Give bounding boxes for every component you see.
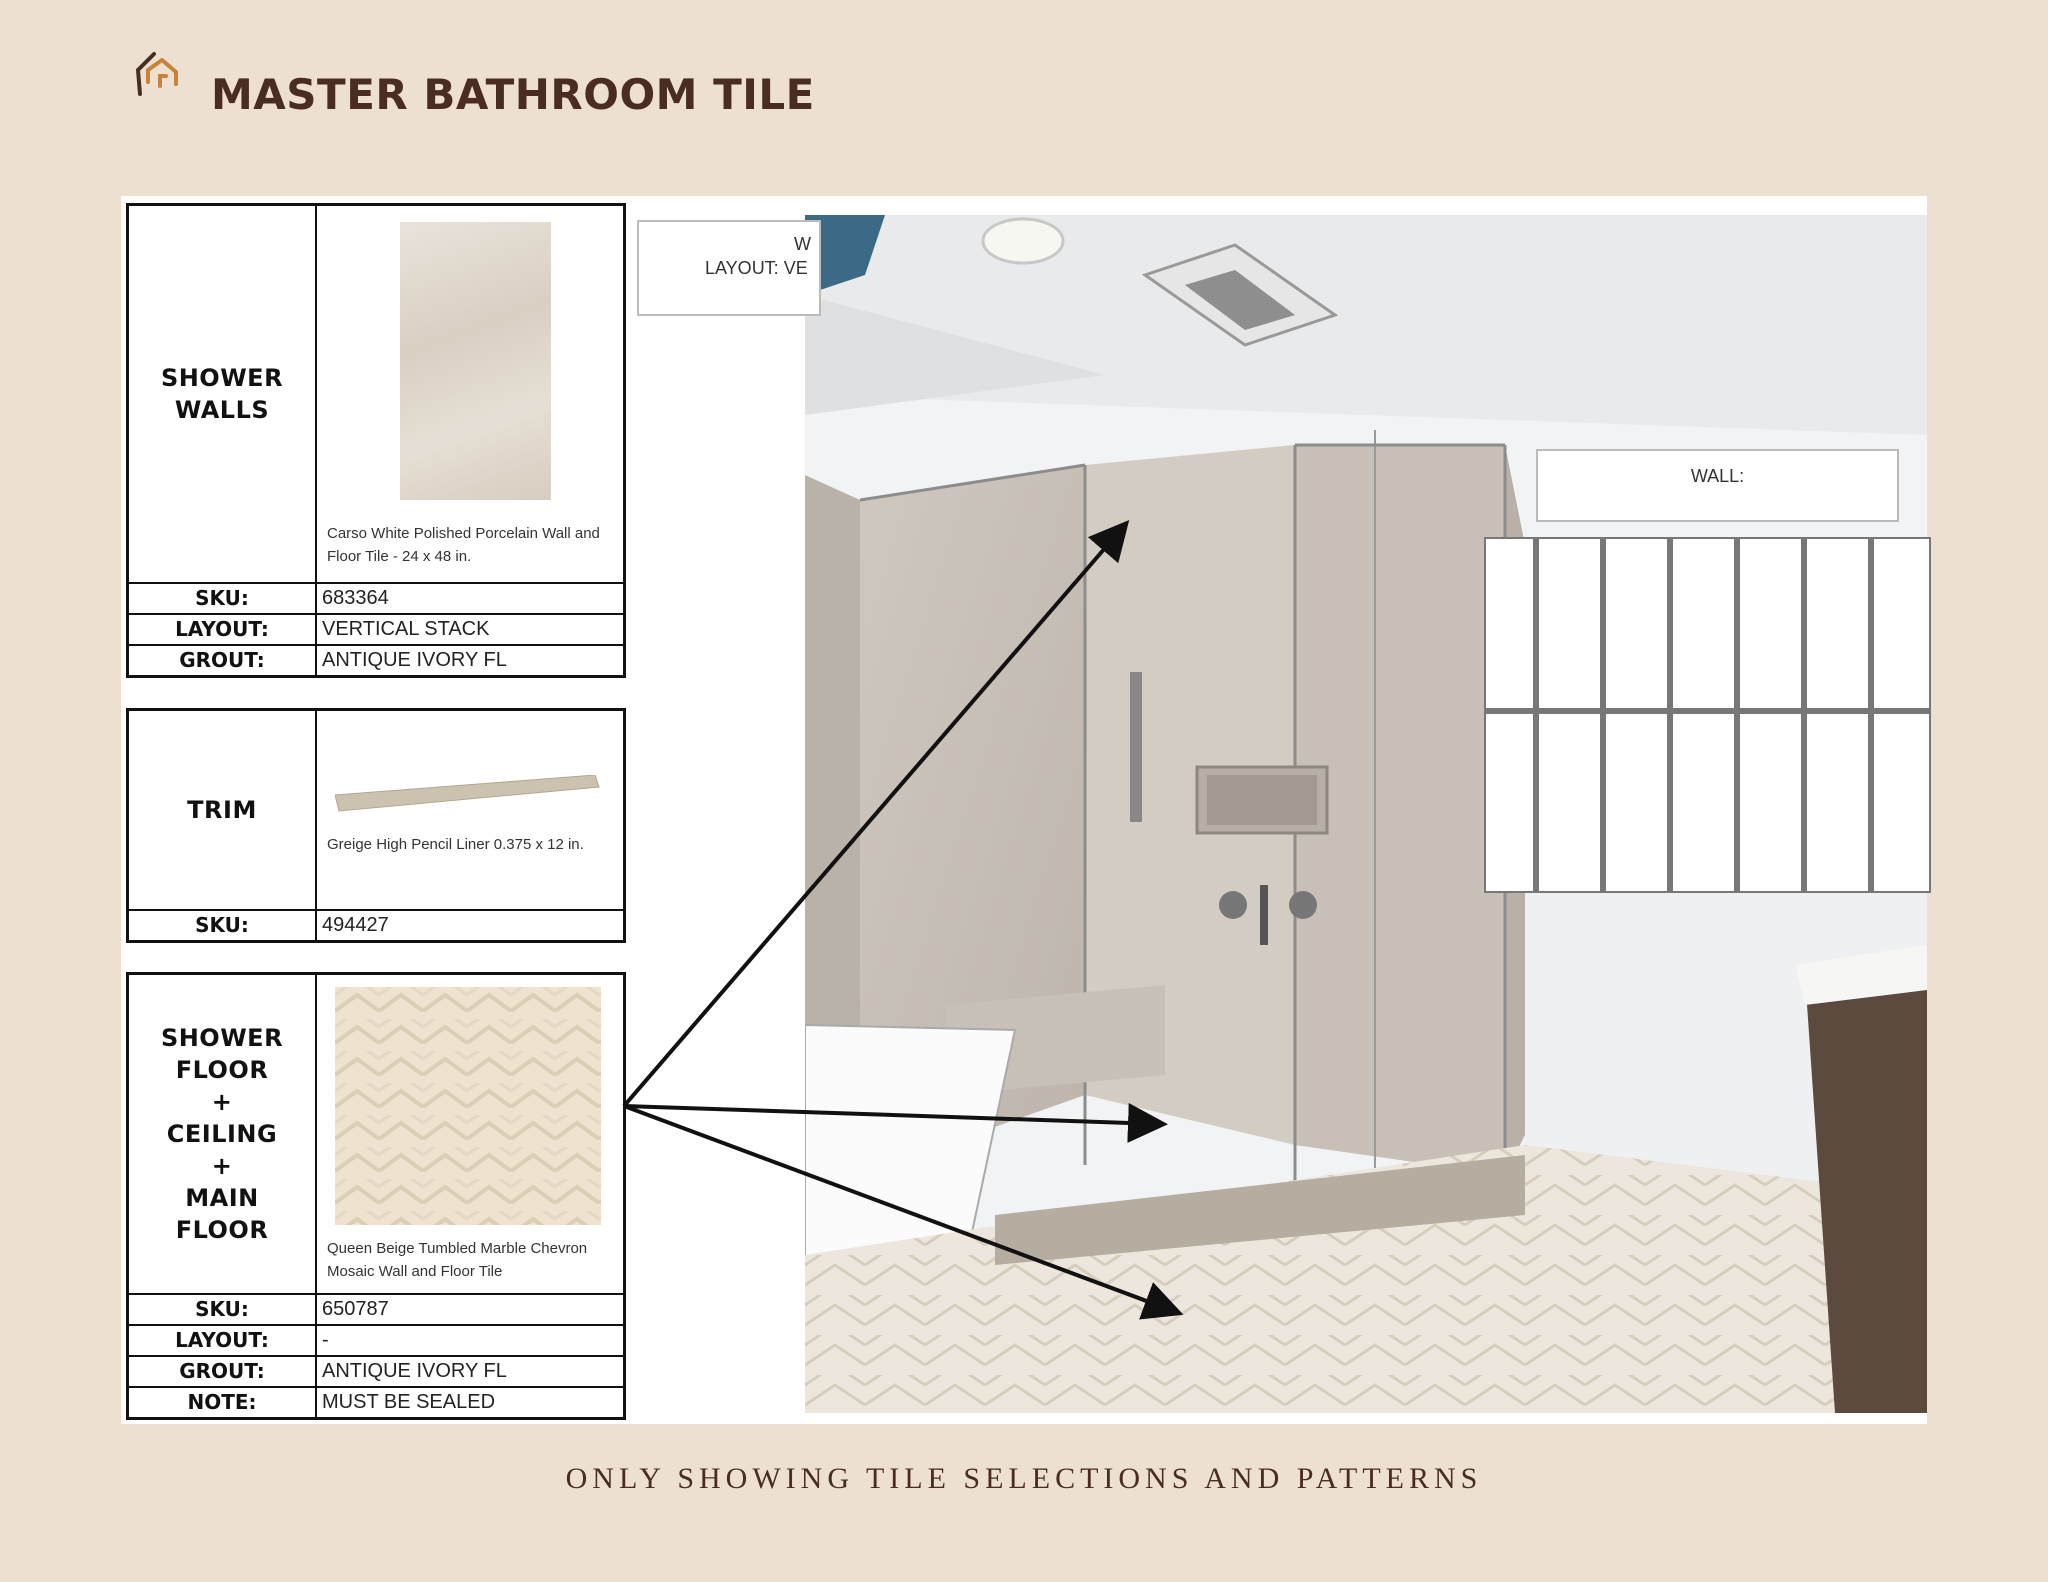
grout-label: GROUT: bbox=[128, 1356, 317, 1387]
sku-label: SKU: bbox=[128, 1294, 317, 1325]
note-value: MUST BE SEALED bbox=[316, 1387, 625, 1419]
sku-value: 650787 bbox=[316, 1294, 625, 1325]
footer-note: ONLY SHOWING TILE SELECTIONS AND PATTERNS bbox=[565, 1462, 1483, 1495]
shower-floor-caption: Queen Beige Tumbled Marble Chevron Mosaic Wall and Floor Tile bbox=[327, 1240, 588, 1280]
sku-value: 494427 bbox=[316, 910, 625, 942]
sku-label: SKU: bbox=[128, 583, 317, 614]
trim-caption: Greige High Pencil Liner 0.375 x 12 in. bbox=[327, 836, 584, 853]
trim-tile-cell bbox=[316, 710, 625, 910]
grout-value: ANTIQUE IVORY FL bbox=[316, 1356, 625, 1387]
layout-overlay-box bbox=[637, 220, 821, 316]
page-title: MASTER BATHROOM TILE bbox=[211, 70, 815, 119]
carso-white-tile-swatch bbox=[400, 222, 551, 500]
overlay-text-top: W bbox=[794, 234, 811, 254]
pencil-liner-swatch bbox=[335, 775, 605, 815]
sku-label: SKU: bbox=[128, 910, 317, 942]
grout-label: GROUT: bbox=[128, 645, 317, 677]
layout-value: - bbox=[316, 1325, 625, 1356]
shower-floor-heading: SHOWER FLOOR + CEILING + MAIN FLOOR bbox=[128, 974, 317, 1294]
trim-spec bbox=[126, 708, 626, 943]
wall-label-box bbox=[1536, 449, 1899, 522]
house-outline-icon bbox=[132, 50, 184, 102]
grout-value: ANTIQUE IVORY FL bbox=[316, 645, 625, 677]
vertical-stack-diagram bbox=[1484, 537, 1931, 893]
layout-label: LAYOUT: bbox=[128, 1325, 317, 1356]
shower-walls-tile-cell bbox=[316, 205, 625, 583]
chevron-mosaic-swatch bbox=[335, 987, 601, 1225]
wall-label: WALL: bbox=[1690, 466, 1745, 486]
layout-value: VERTICAL STACK bbox=[316, 614, 625, 645]
shower-walls-heading: SHOWER WALLS bbox=[128, 205, 317, 583]
note-label: NOTE: bbox=[128, 1387, 317, 1419]
trim-heading: TRIM bbox=[128, 710, 317, 910]
shower-walls-caption: Carso White Polished Porcelain Wall and Floor Tile - 24 x 48 in. bbox=[327, 525, 600, 565]
shower-floor-spec bbox=[126, 972, 626, 1420]
shower-floor-tile-cell bbox=[316, 974, 625, 1294]
overlay-text-layout: LAYOUT: VE bbox=[705, 258, 808, 278]
shower-walls-spec bbox=[126, 203, 626, 678]
sku-value: 683364 bbox=[316, 583, 625, 614]
layout-label: LAYOUT: bbox=[128, 614, 317, 645]
